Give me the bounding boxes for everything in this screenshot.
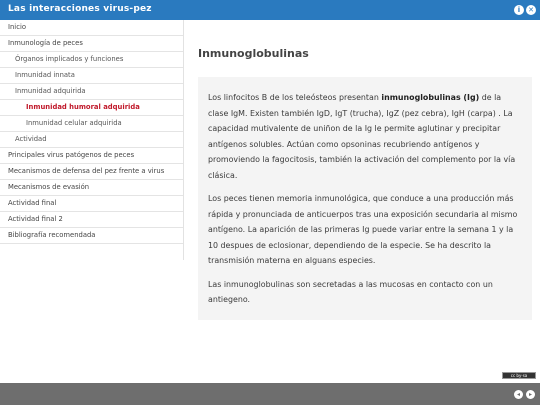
main-content: [198, 38, 532, 320]
info-icon[interactable]: i: [514, 5, 524, 15]
license-badge[interactable]: cc by-sa: [502, 372, 536, 379]
sidebar-item-actividad-final-2[interactable]: Actividad final 2: [0, 212, 183, 228]
sidebar-item-actividad-final[interactable]: Actividad final: [0, 196, 183, 212]
paragraph-1-end: de la clase IgM. Existen también IgD, IgT (trucha), IgZ (pez cebra), IgH (carpa) . La capacidad mutivalente de uniñon de la Ig le permite aglutinar y precipitar antígenos solubles. Actúan como opsoninas recubriendo antígenos y promoviendo la fagocitosis, también la activación del complemento por la vía clásica.: [208, 93, 516, 180]
sidebar-item-actividad[interactable]: Actividad: [0, 132, 183, 148]
sidebar-item-inmunologia[interactable]: Inmunología de peces: [0, 36, 183, 52]
paragraph-1: [208, 90, 522, 183]
sidebar-item-organos[interactable]: Órganos implicados y funciones: [0, 52, 183, 68]
top-bar: [0, 0, 540, 20]
app-title: Las interacciones virus-pez: [8, 4, 152, 14]
sidebar-item-humoral-adquirida[interactable]: Inmunidad humoral adquirida: [0, 100, 183, 116]
paragraph-1-start: Los linfocitos B de los teleósteos presentan: [208, 93, 382, 102]
sidebar-item-inicio[interactable]: Inicio: [0, 20, 183, 36]
next-icon[interactable]: ▸: [526, 390, 535, 399]
sidebar-item-bibliografia[interactable]: Bibliografía recomendada: [0, 228, 183, 244]
sidebar-item-inmunidad-adquirida[interactable]: Inmunidad adquirida: [0, 84, 183, 100]
sidebar-item-inmunidad-innata[interactable]: Inmunidad innata: [0, 68, 183, 84]
sidebar-item-mecanismos-evasion[interactable]: Mecanismos de evasión: [0, 180, 183, 196]
paragraph-2: Los peces tienen memoria inmunológica, que conduce a una producción más rápida y pronunciada de anticuerpos tras una exposición secundaria al mismo antígeno. La aparición de las primeras Ig puede variar entre la semana 1 y la 10 despues de eclosionar, dependiendo de la especie. Se ha descrito la transmisión materna en alguans especies.: [208, 194, 518, 265]
sidebar-item-virus-patogenos[interactable]: Principales virus patógenos de peces: [0, 148, 183, 164]
footer-bar: [0, 383, 540, 405]
paragraph-1-bold: inmunoglobulinas (Ig): [381, 93, 480, 102]
sidebar-item-celular-adquirida[interactable]: Inmunidad celular adquirida: [0, 116, 183, 132]
content-card: [198, 77, 532, 320]
page-title: Inmunoglobulinas: [198, 47, 309, 60]
sidebar-nav: [0, 20, 184, 260]
sidebar-item-mecanismos-defensa[interactable]: Mecanismos de defensa del pez frente a virus: [0, 164, 183, 180]
close-icon[interactable]: ✕: [526, 5, 536, 15]
previous-icon[interactable]: ◂: [514, 390, 523, 399]
paragraph-3: Las inmunoglobulinas son secretadas a las mucosas en contacto con un antiegeno.: [208, 279, 493, 304]
